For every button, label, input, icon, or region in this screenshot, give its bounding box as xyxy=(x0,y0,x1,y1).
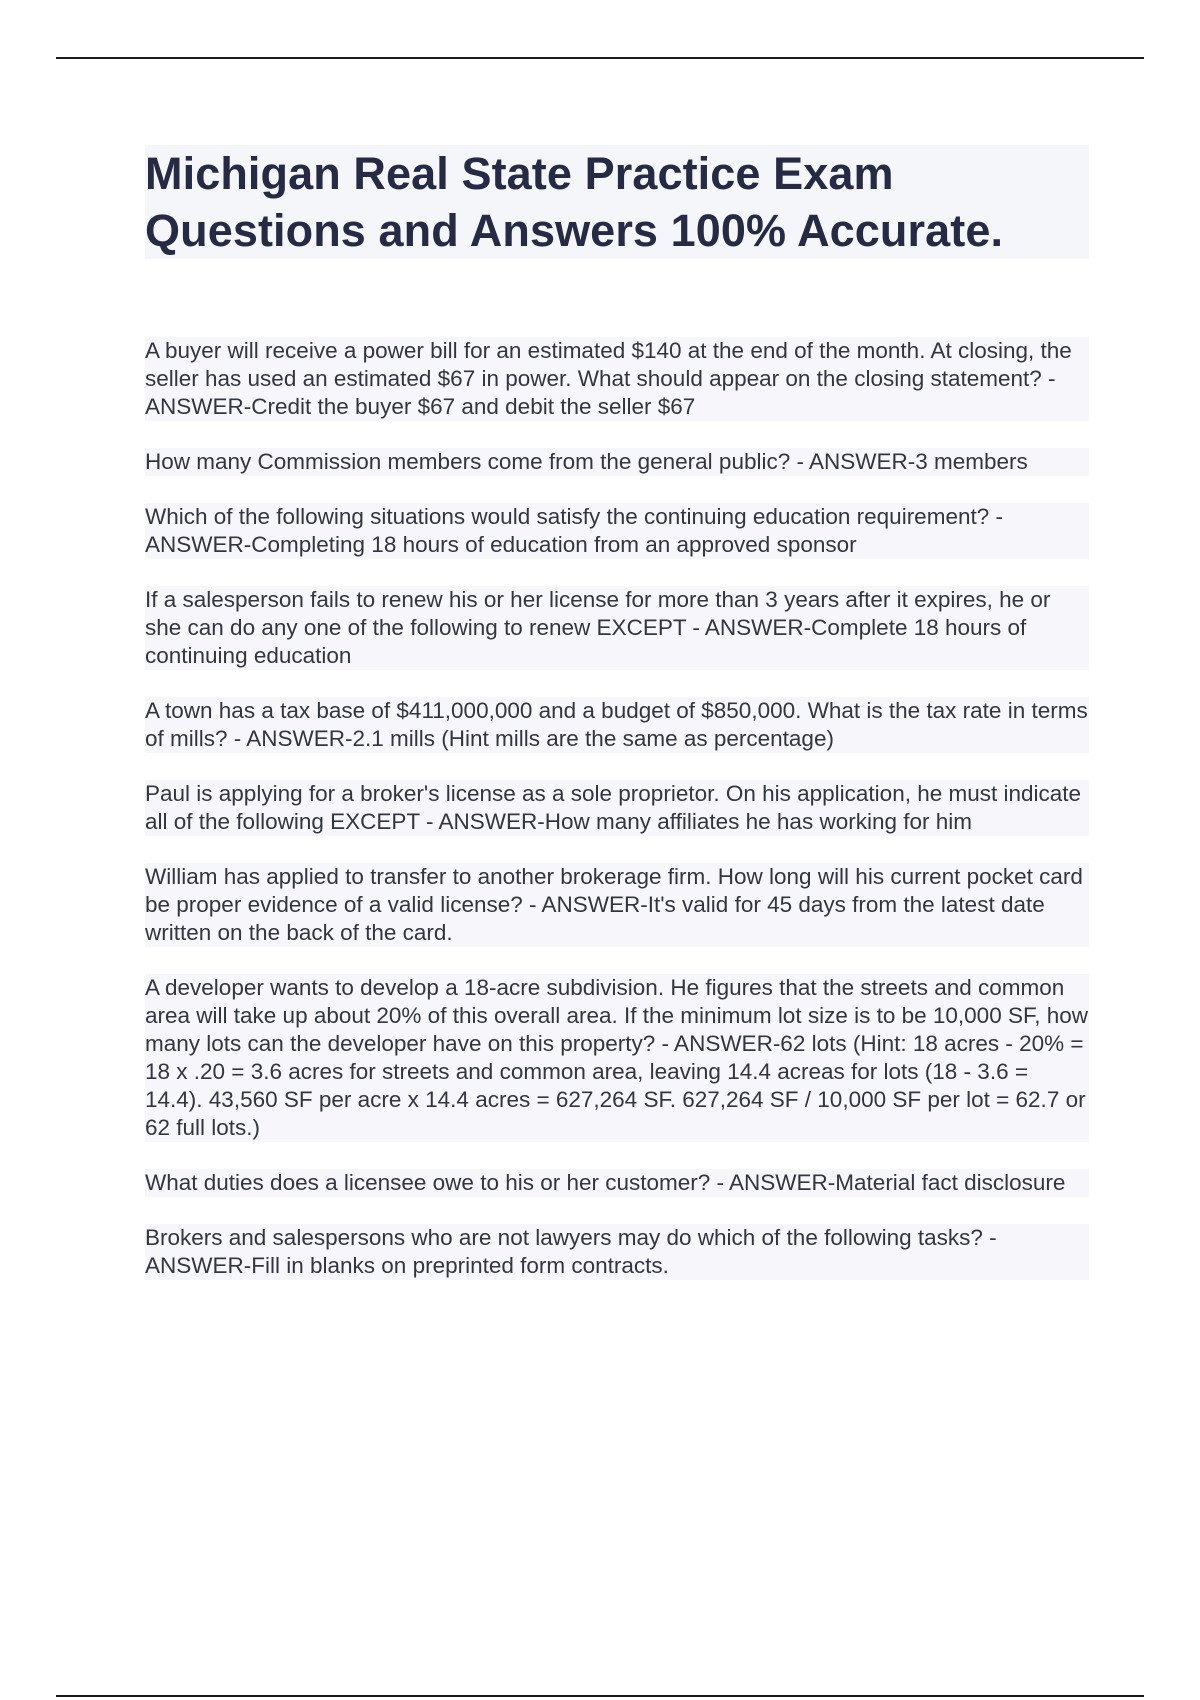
document-body xyxy=(145,145,1089,1307)
qa-item: Brokers and salespersons who are not lawyers may do which of the following tasks? - ANSWER-Fill in blanks on preprinted form contracts. xyxy=(145,1224,1089,1280)
page-bottom-rule xyxy=(56,1695,1144,1697)
title-block xyxy=(145,145,1089,259)
qa-item: A buyer will receive a power bill for an estimated $140 at the end of the month. At closing, the seller has used an estimated $67 in power. What should appear on the closing statement? - ANSWER-Credit the buyer $67 and debit the seller $67 xyxy=(145,337,1089,421)
qa-item: How many Commission members come from the general public? - ANSWER-3 members xyxy=(145,448,1089,476)
qa-list xyxy=(145,337,1089,1280)
qa-item: A developer wants to develop a 18-acre subdivision. He figures that the streets and common area will take up about 20% of this overall area. If the minimum lot size is to be 10,000 SF, how many lots can the developer have on this property? - ANSWER-62 lots (Hint: 18 acres - 20% = 18 x .20 = 3.6 acres for streets and common area, leaving 14.4 acreas for lots (18 - 3.6 = 14.4). 43,560 SF per acre x 14.4 acres = 627,264 SF. 627,264 SF / 10,000 SF per lot = 62.7 or 62 full lots.) xyxy=(145,975,1088,1140)
page-top-rule xyxy=(56,57,1144,59)
qa-item: What duties does a licensee owe to his or her customer? - ANSWER-Material fact disclosure xyxy=(145,1169,1089,1197)
qa-item: Which of the following situations would satisfy the continuing education requirement? - ANSWER-Completing 18 hours of education from an approved sponsor xyxy=(145,503,1089,559)
document-title: Michigan Real State Practice Exam Questions and Answers 100% Accurate. xyxy=(145,148,1004,256)
qa-item: A town has a tax base of $411,000,000 and a budget of $850,000. What is the tax rate in terms of mills? - ANSWER-2.1 mills (Hint mills are the same as percentage) xyxy=(145,698,1088,751)
qa-item: If a salesperson fails to renew his or her license for more than 3 years after it expires, he or she can do any one of the following to renew EXCEPT - ANSWER-Complete 18 hours of continuing education xyxy=(145,586,1089,670)
qa-item: William has applied to transfer to another brokerage firm. How long will his current pocket card be proper evidence of a valid license? - ANSWER-It's valid for 45 days from the latest date written on the back of the card. xyxy=(145,863,1089,947)
qa-item: Paul is applying for a broker's license as a sole proprietor. On his application, he must indicate all of the following EXCEPT - ANSWER-How many affiliates he has working for him xyxy=(145,780,1089,836)
